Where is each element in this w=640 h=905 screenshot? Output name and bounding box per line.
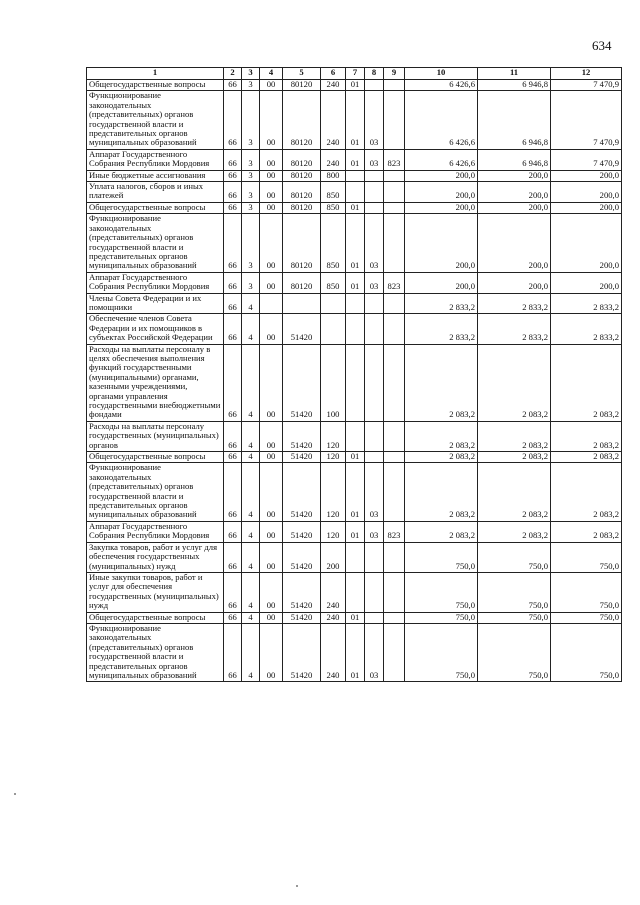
amount-cell-12: 7 470,9 [551,149,622,170]
amount-cell-11: 200,0 [478,170,551,181]
amount-cell-10: 2 083,2 [405,344,478,421]
code-cell-2: 66 [224,170,242,181]
amount-cell-11: 6 946,8 [478,80,551,91]
code-cell-4: 00 [260,214,283,272]
table-row [87,344,622,421]
code-cell-8: 03 [365,623,384,681]
code-cell-8 [365,293,384,314]
row-name-cell: Общегосударственные вопросы [87,452,224,463]
row-name-cell: Иные закупки товаров, работ и услуг для обеспечения государственных (муниципальных) нужд [87,572,224,612]
scan-speck [14,793,16,795]
code-cell-3: 4 [242,452,260,463]
code-cell-3: 3 [242,272,260,293]
code-cell-9 [384,452,405,463]
header-cell: 1 [87,68,224,80]
header-cell: 2 [224,68,242,80]
amount-cell-11: 200,0 [478,202,551,213]
budget-table [86,67,622,682]
code-cell-9 [384,542,405,572]
code-cell-7 [346,421,365,451]
code-cell-3: 3 [242,170,260,181]
code-cell-5: 80120 [283,91,321,149]
table-row [87,170,622,181]
code-cell-7: 01 [346,272,365,293]
row-name-cell: Общегосударственные вопросы [87,612,224,623]
amount-cell-12: 200,0 [551,170,622,181]
code-cell-4: 00 [260,314,283,344]
code-cell-6: 120 [321,452,346,463]
code-cell-2: 66 [224,463,242,521]
code-cell-6: 240 [321,623,346,681]
code-cell-5: 51420 [283,572,321,612]
code-cell-6 [321,314,346,344]
code-cell-8 [365,421,384,451]
amount-cell-11: 750,0 [478,612,551,623]
code-cell-7 [346,293,365,314]
amount-cell-12: 7 470,9 [551,91,622,149]
code-cell-8: 03 [365,463,384,521]
header-cell: 10 [405,68,478,80]
amount-cell-10: 2 083,2 [405,421,478,451]
amount-cell-12: 750,0 [551,572,622,612]
row-name-cell: Функционирование законодательных (представительных) органов государственной власти и представительных органов муниципальных образований [87,463,224,521]
code-cell-9 [384,344,405,421]
code-cell-3: 4 [242,612,260,623]
row-name-cell: Общегосударственные вопросы [87,80,224,91]
code-cell-4: 00 [260,182,283,203]
code-cell-8 [365,314,384,344]
code-cell-8: 03 [365,272,384,293]
amount-cell-11: 6 946,8 [478,149,551,170]
code-cell-3: 4 [242,542,260,572]
amount-cell-11: 750,0 [478,572,551,612]
header-cell: 5 [283,68,321,80]
amount-cell-12: 2 833,2 [551,314,622,344]
code-cell-2: 66 [224,612,242,623]
code-cell-6: 240 [321,572,346,612]
code-cell-4: 00 [260,463,283,521]
amount-cell-11: 6 946,8 [478,91,551,149]
code-cell-8 [365,452,384,463]
header-cell: 4 [260,68,283,80]
row-name-cell: Аппарат Государственного Собрания Республики Мордовия [87,272,224,293]
code-cell-5: 80120 [283,214,321,272]
code-cell-6: 100 [321,344,346,421]
row-name-cell: Члены Совета Федерации и их помощники [87,293,224,314]
code-cell-4: 00 [260,149,283,170]
amount-cell-12: 750,0 [551,612,622,623]
code-cell-2: 66 [224,421,242,451]
code-cell-8: 03 [365,214,384,272]
row-name-cell: Обеспечение членов Совета Федерации и их помощников в субъектах Российской Федерации [87,314,224,344]
amount-cell-10: 200,0 [405,214,478,272]
code-cell-9: 823 [384,272,405,293]
code-cell-5: 51420 [283,542,321,572]
code-cell-4: 00 [260,572,283,612]
table-row [87,182,622,203]
code-cell-7 [346,314,365,344]
code-cell-4: 00 [260,272,283,293]
code-cell-6 [321,293,346,314]
amount-cell-10: 2 083,2 [405,452,478,463]
code-cell-9 [384,612,405,623]
amount-cell-12: 2 083,2 [551,452,622,463]
amount-cell-11: 2 083,2 [478,463,551,521]
code-cell-2: 66 [224,623,242,681]
code-cell-9 [384,314,405,344]
code-cell-5: 51420 [283,344,321,421]
header-cell: 9 [384,68,405,80]
code-cell-9 [384,293,405,314]
amount-cell-10: 200,0 [405,272,478,293]
table-row [87,521,622,542]
amount-cell-11: 200,0 [478,182,551,203]
code-cell-4: 00 [260,344,283,421]
code-cell-6: 240 [321,149,346,170]
code-cell-5: 51420 [283,421,321,451]
code-cell-2: 66 [224,149,242,170]
code-cell-4: 00 [260,91,283,149]
table-body [87,80,622,682]
table-row [87,80,622,91]
amount-cell-11: 2 083,2 [478,344,551,421]
code-cell-6: 800 [321,170,346,181]
row-name-cell: Функционирование законодательных (представительных) органов государственной власти и представительных органов муниципальных образований [87,623,224,681]
amount-cell-12: 2 833,2 [551,293,622,314]
code-cell-4: 00 [260,623,283,681]
code-cell-3: 3 [242,149,260,170]
code-cell-5: 51420 [283,521,321,542]
row-name-cell: Закупка товаров, работ и услуг для обеспечения государственных (муниципальных) нужд [87,542,224,572]
code-cell-2: 66 [224,214,242,272]
row-name-cell: Функционирование законодательных (представительных) органов государственной власти и представительных органов муниципальных образований [87,214,224,272]
row-name-cell: Аппарат Государственного Собрания Республики Мордовия [87,149,224,170]
code-cell-7: 01 [346,214,365,272]
amount-cell-10: 750,0 [405,623,478,681]
code-cell-6: 120 [321,463,346,521]
code-cell-4: 00 [260,421,283,451]
code-cell-8 [365,542,384,572]
row-name-cell: Функционирование законодательных (представительных) органов государственной власти и представительных органов муниципальных образований [87,91,224,149]
code-cell-6: 240 [321,91,346,149]
code-cell-7: 01 [346,612,365,623]
row-name-cell: Общегосударственные вопросы [87,202,224,213]
amount-cell-12: 200,0 [551,182,622,203]
code-cell-7 [346,344,365,421]
code-cell-4: 00 [260,521,283,542]
code-cell-3: 4 [242,314,260,344]
code-cell-2: 66 [224,80,242,91]
code-cell-9 [384,80,405,91]
header-cell: 6 [321,68,346,80]
code-cell-7: 01 [346,91,365,149]
table-row [87,214,622,272]
code-cell-3: 4 [242,293,260,314]
code-cell-7 [346,170,365,181]
code-cell-9 [384,572,405,612]
code-cell-3: 4 [242,421,260,451]
amount-cell-12: 2 083,2 [551,463,622,521]
amount-cell-10: 2 083,2 [405,521,478,542]
amount-cell-11: 2 083,2 [478,421,551,451]
code-cell-9 [384,182,405,203]
code-cell-8 [365,572,384,612]
code-cell-2: 66 [224,293,242,314]
code-cell-2: 66 [224,344,242,421]
row-name-cell: Расходы на выплаты персоналу в целях обеспечения выполнения функций государственными (муниципальными) органами, казенными учреждениями, органами управления государственными внебюджетными фондами [87,344,224,421]
code-cell-8: 03 [365,521,384,542]
code-cell-5: 80120 [283,182,321,203]
table-row [87,463,622,521]
code-cell-8 [365,80,384,91]
amount-cell-10: 200,0 [405,202,478,213]
code-cell-4: 00 [260,452,283,463]
table-row [87,623,622,681]
code-cell-9 [384,91,405,149]
code-cell-8 [365,182,384,203]
code-cell-8: 03 [365,149,384,170]
header-cell: 11 [478,68,551,80]
code-cell-6: 240 [321,612,346,623]
code-cell-2: 66 [224,542,242,572]
row-name-cell: Аппарат Государственного Собрания Республики Мордовия [87,521,224,542]
code-cell-2: 66 [224,182,242,203]
code-cell-3: 3 [242,91,260,149]
table-row [87,272,622,293]
amount-cell-10: 6 426,6 [405,91,478,149]
code-cell-3: 3 [242,182,260,203]
page-number: 634 [592,38,612,53]
code-cell-4: 00 [260,612,283,623]
code-cell-9 [384,214,405,272]
code-cell-5: 80120 [283,149,321,170]
code-cell-3: 4 [242,521,260,542]
row-name-cell: Уплата налогов, сборов и иных платежей [87,182,224,203]
amount-cell-12: 200,0 [551,214,622,272]
amount-cell-11: 750,0 [478,542,551,572]
amount-cell-12: 200,0 [551,272,622,293]
code-cell-6: 240 [321,80,346,91]
code-cell-3: 4 [242,344,260,421]
code-cell-6: 850 [321,202,346,213]
table-row [87,452,622,463]
amount-cell-12: 7 470,9 [551,80,622,91]
code-cell-6: 850 [321,182,346,203]
code-cell-8 [365,202,384,213]
table-row [87,572,622,612]
code-cell-4: 00 [260,170,283,181]
code-cell-7: 01 [346,452,365,463]
code-cell-9 [384,202,405,213]
code-cell-5: 80120 [283,202,321,213]
amount-cell-11: 2 083,2 [478,452,551,463]
amount-cell-10: 6 426,6 [405,80,478,91]
code-cell-2: 66 [224,314,242,344]
code-cell-3: 4 [242,463,260,521]
amount-cell-10: 200,0 [405,182,478,203]
code-cell-8 [365,170,384,181]
code-cell-8 [365,612,384,623]
code-cell-9: 823 [384,149,405,170]
amount-cell-11: 2 833,2 [478,293,551,314]
code-cell-6: 120 [321,421,346,451]
amount-cell-11: 750,0 [478,623,551,681]
amount-cell-12: 2 083,2 [551,421,622,451]
code-cell-3: 3 [242,80,260,91]
table-row [87,542,622,572]
code-cell-7: 01 [346,202,365,213]
code-cell-9 [384,463,405,521]
code-cell-9: 823 [384,521,405,542]
amount-cell-10: 2 833,2 [405,293,478,314]
amount-cell-10: 6 426,6 [405,149,478,170]
code-cell-5: 51420 [283,463,321,521]
row-name-cell: Расходы на выплаты персоналу государственных (муниципальных) органов [87,421,224,451]
code-cell-3: 3 [242,202,260,213]
code-cell-5: 80120 [283,170,321,181]
amount-cell-12: 750,0 [551,542,622,572]
header-row [87,68,622,80]
code-cell-3: 4 [242,572,260,612]
amount-cell-10: 2 833,2 [405,314,478,344]
code-cell-7 [346,572,365,612]
code-cell-6: 850 [321,272,346,293]
amount-cell-10: 200,0 [405,170,478,181]
amount-cell-10: 2 083,2 [405,463,478,521]
code-cell-2: 66 [224,91,242,149]
amount-cell-12: 2 083,2 [551,521,622,542]
table-row [87,91,622,149]
amount-cell-11: 2 083,2 [478,521,551,542]
amount-cell-12: 200,0 [551,202,622,213]
code-cell-2: 66 [224,572,242,612]
code-cell-9 [384,421,405,451]
code-cell-7 [346,182,365,203]
table-row [87,293,622,314]
amount-cell-10: 750,0 [405,612,478,623]
amount-cell-10: 750,0 [405,542,478,572]
header-cell: 12 [551,68,622,80]
code-cell-8 [365,344,384,421]
amount-cell-11: 2 833,2 [478,314,551,344]
code-cell-6: 120 [321,521,346,542]
amount-cell-11: 200,0 [478,272,551,293]
header-cell: 8 [365,68,384,80]
amount-cell-12: 2 083,2 [551,344,622,421]
code-cell-5 [283,293,321,314]
code-cell-3: 3 [242,214,260,272]
amount-cell-11: 200,0 [478,214,551,272]
code-cell-4: 00 [260,542,283,572]
row-name-cell: Иные бюджетные ассигнования [87,170,224,181]
code-cell-2: 66 [224,202,242,213]
amount-cell-12: 750,0 [551,623,622,681]
code-cell-4: 00 [260,202,283,213]
code-cell-5: 51420 [283,314,321,344]
amount-cell-10: 750,0 [405,572,478,612]
code-cell-9 [384,623,405,681]
code-cell-5: 80120 [283,272,321,293]
code-cell-5: 51420 [283,623,321,681]
code-cell-7: 01 [346,623,365,681]
code-cell-4: 00 [260,80,283,91]
code-cell-6: 850 [321,214,346,272]
code-cell-5: 51420 [283,452,321,463]
table-row [87,314,622,344]
code-cell-8: 03 [365,91,384,149]
code-cell-7 [346,542,365,572]
code-cell-7: 01 [346,149,365,170]
code-cell-7: 01 [346,463,365,521]
code-cell-3: 4 [242,623,260,681]
table-row [87,202,622,213]
scan-speck [296,885,298,887]
code-cell-5: 80120 [283,80,321,91]
code-cell-2: 66 [224,452,242,463]
code-cell-4 [260,293,283,314]
code-cell-2: 66 [224,521,242,542]
table-row [87,149,622,170]
table-row [87,421,622,451]
code-cell-2: 66 [224,272,242,293]
code-cell-5: 51420 [283,612,321,623]
code-cell-9 [384,170,405,181]
code-cell-7: 01 [346,80,365,91]
code-cell-7: 01 [346,521,365,542]
code-cell-6: 200 [321,542,346,572]
header-cell: 7 [346,68,365,80]
table-row [87,612,622,623]
header-cell: 3 [242,68,260,80]
